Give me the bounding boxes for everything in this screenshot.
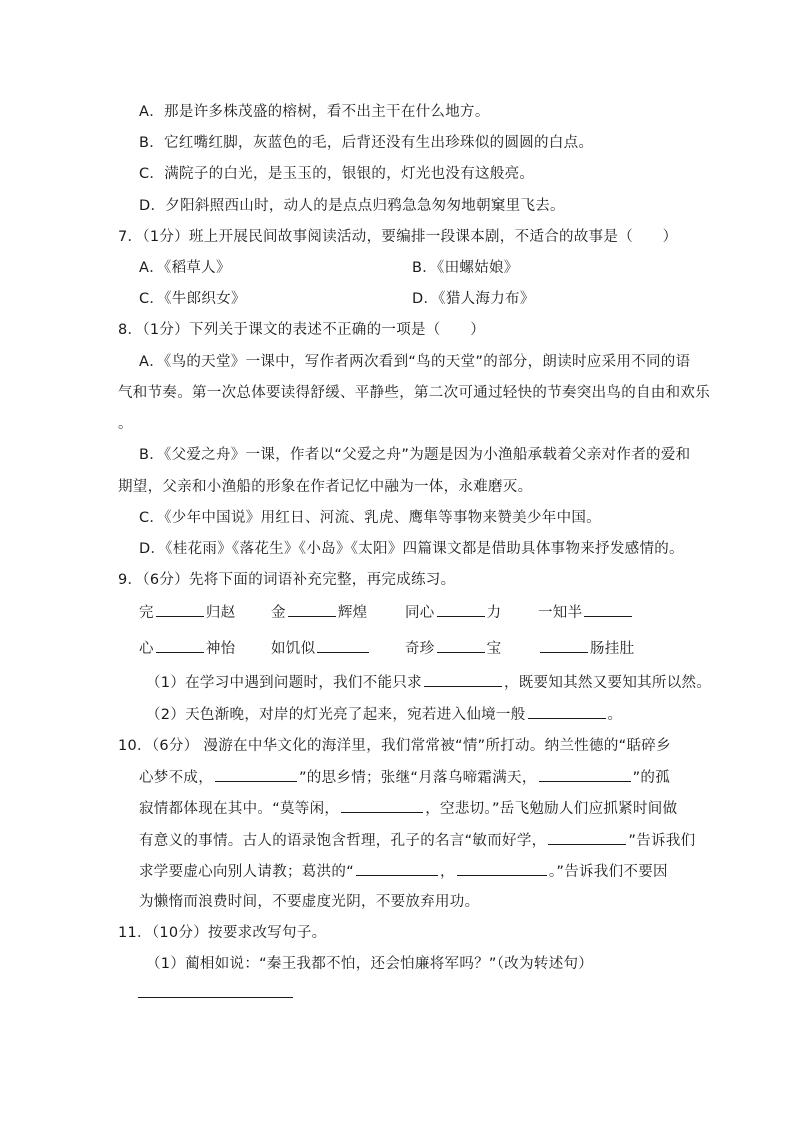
q9-stem: 9．（6分）先将下面的词语补充完整，再完成练习。 — [118, 572, 456, 588]
q9-idiom-3: 同心 力 — [405, 602, 501, 623]
answer-line[interactable] — [138, 997, 293, 998]
fill-blank[interactable] — [288, 602, 336, 617]
q7-option-a: A．《稻草人》 — [139, 260, 231, 276]
fill-blank[interactable] — [437, 638, 485, 653]
q9-sentence-1: （1）在学习中遇到问题时，我们不能只求 ，既要知其然又要知其所以然。 — [146, 672, 711, 693]
q8-option-b-line2: 期望，父亲和小渔船的形象在作者记忆中融为一体，永难磨灭。 — [118, 479, 533, 495]
q9-idiom-8: 肠挂肚 — [538, 638, 634, 659]
q11-stem: 11．（10分）按要求改写句子。 — [118, 925, 327, 941]
fill-blank[interactable] — [437, 602, 485, 617]
q10-line2: 心梦不成， ”的思乡情；张继“月落乌啼霜满天， ”的孤 — [139, 767, 670, 788]
fill-blank[interactable] — [215, 767, 297, 782]
q8-option-a-line3: 。 — [118, 416, 133, 432]
q10-line5: 求学要虚心向别人请教；葛洪的“ ， 。”告诉我们不要因 — [139, 861, 668, 882]
q9-idiom-7: 奇珍 宝 — [405, 638, 501, 659]
q8-option-a-line1: A．《鸟的天堂》一课中，写作者两次看到“鸟的天堂”的部分，朗读时应采用不同的语 — [139, 354, 691, 370]
q8-option-c: C．《少年中国说》用红日、河流、乳虎、鹰隼等事物来赞美少年中国。 — [139, 510, 601, 526]
q8-option-d: D．《桂花雨》《落花生》《小岛》《太阳》四篇课文都是借助具体事物来抒发感情的。 — [139, 541, 684, 557]
q9-idiom-6: 如饥似 — [271, 638, 371, 659]
fill-blank[interactable] — [156, 638, 204, 653]
fill-blank[interactable] — [584, 602, 632, 617]
q9-idiom-2: 金 辉煌 — [271, 602, 367, 623]
q8-stem: 8．（1分）下列关于课文的表述不正确的一项是（ ） — [118, 322, 485, 338]
fill-blank[interactable] — [548, 830, 626, 845]
q9-idiom-1: 完 归赵 — [139, 602, 235, 623]
fill-blank[interactable] — [457, 861, 547, 876]
q10-line4: 有意义的事情。古人的语录饱含哲理，孔子的名言“敏而好学， ”告诉我们 — [139, 830, 695, 851]
q9-idiom-4: 一知半 — [538, 602, 634, 623]
fill-blank[interactable] — [424, 672, 502, 687]
q7-option-b: B．《田螺姑娘》 — [412, 260, 519, 276]
q8-option-a-line2: 气和节奏。第一次总体要读得舒缓、平静些，第二次可通过轻快的节奏突出鸟的自由和欢乐 — [118, 385, 710, 401]
fill-blank[interactable] — [528, 704, 606, 719]
q6-option-c: C．满院子的白光，是玉玉的，银银的，灯光也没有这般亮。 — [139, 166, 535, 182]
q6-option-a: A．那是许多株茂盛的榕树，看不出主干在什么地方。 — [139, 104, 490, 120]
q7-stem: 7．（1分）班上开展民间故事阅读活动，要编排一段课本剧，不适合的故事是（ ） — [118, 229, 678, 245]
q11-sentence-1: （1）蔺相如说：“秦王我都不怕，还会怕廉将军吗？”（改为转述句） — [146, 956, 594, 972]
q6-option-b: B．它红嘴红脚，灰蓝色的毛，后背还没有生出珍珠似的圆圆的白点。 — [139, 135, 594, 151]
fill-blank[interactable] — [341, 798, 423, 813]
fill-blank[interactable] — [156, 602, 204, 617]
q9-sentence-2: （2）天色渐晚，对岸的灯光亮了起来，宛若进入仙境一般 。 — [146, 704, 622, 725]
q9-idiom-5: 心 神怡 — [139, 638, 235, 659]
fill-blank[interactable] — [539, 767, 631, 782]
q10-line3: 寂情都体现在其中。“莫等闲， ，空悲切。”岳飞勉励人们应抓紧时间做 — [139, 798, 677, 819]
fill-blank[interactable] — [356, 861, 438, 876]
q10-line6: 为懒惰而浪费时间，不要虚度光阴，不要放弃用功。 — [139, 894, 480, 910]
q10-line1: 10．（6分） 漫游在中华文化的海洋里，我们常常被“情”所打动。纳兰性德的“聒碎乡 — [118, 738, 671, 754]
q7-option-c: C．《牛郎织女》 — [139, 291, 246, 307]
fill-blank[interactable] — [317, 638, 369, 653]
q8-option-b-line1: B．《父爱之舟》一课，作者以“父爱之舟”为题是因为小渔船承载着父亲对作者的爱和 — [139, 447, 691, 463]
q7-option-d: D．《猎人海力布》 — [412, 291, 535, 307]
fill-blank[interactable] — [540, 638, 588, 653]
q6-option-d: D．夕阳斜照西山时，动人的是点点归鸦急急匆匆地朝窠里飞去。 — [139, 198, 565, 214]
